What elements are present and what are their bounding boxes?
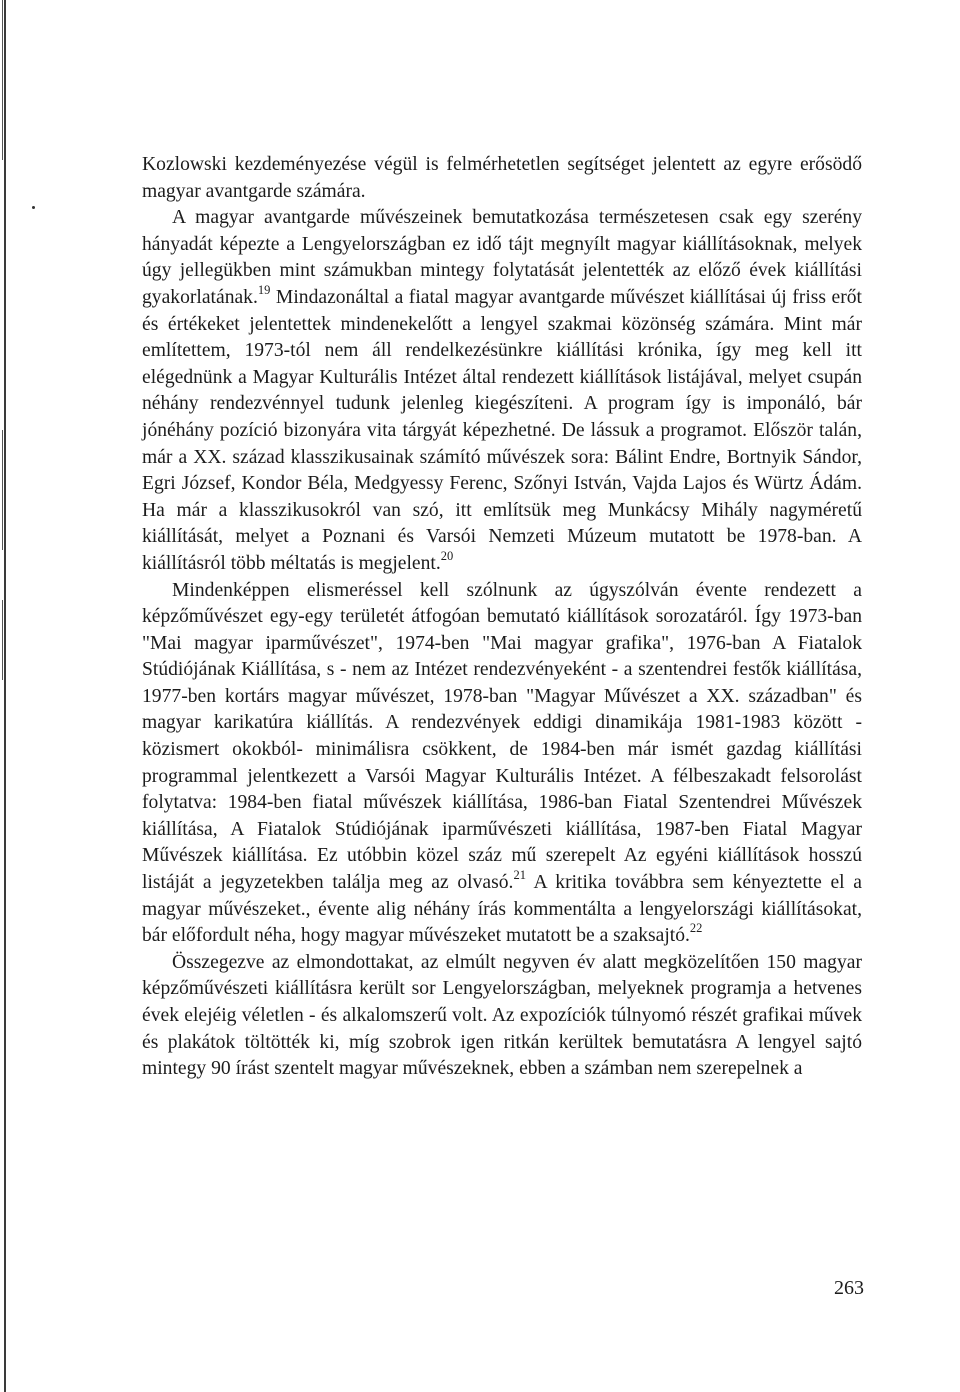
paragraph: [142, 152, 862, 205]
paragraph: [142, 578, 862, 950]
footnote-marker: 20: [440, 548, 454, 563]
footnote-marker: 22: [689, 921, 703, 936]
body-text: [142, 152, 862, 1083]
scan-edge-mark: [2, 600, 3, 680]
paragraph: [142, 205, 862, 577]
scan-speck: [32, 206, 35, 209]
page-number: 263: [834, 1277, 864, 1299]
paragraph-text: Összegezve az elmondottakat, az elmúlt negyven év alatt megközelítően 150 magyar képzőművészeti kiállításra került sor Lengyelországban, melyeknek programja a hetvenes évek elejéig véletlen - és alkalomszerű volt. Az expozíciók túlnyomó részét grafikai művek és plakátok töltötték ki, míg szobrok igen ritkán kerültek bemutatásra A lengyel sajtó mintegy 90 írást szentelt magyar művészeknek, ebben a számban nem szerepelnek a: [142, 951, 862, 1080]
paragraph: [142, 950, 862, 1083]
paragraph-text: Mindenképpen elismeréssel kell szólnunk az úgyszólván évente rendezett a képzőművészet egy-egy területét átfogóan bemutató kiállítások sorozatáról. Így 1973-ban "Mai magyar iparművészet", 1974-ben "Mai magyar grafika", 1976-ban A Fiatalok Stúdiójának Kiállítása, s - nem az Intézet rendezvényeként - a szentendrei festők kiállítása, 1977-ben kortárs magyar művészet, 1978-ban "Magyar Művészet a XX. században" és magyar karikatúra kiállítás. A rendezvények eddigi dinamikája 1981-1983 között - közismert okokból- minimálisra csökkent, de 1984-ben már ismét gazdag kiállítási programmal jelentkezett a Varsói Magyar Kulturális Intézet. A félbeszakadt felsorolást folytatva: 1984-ben fiatal művészek kiállítása, 1986-ban Fiatal Szentendrei Művészek kiállítása, A Fiatalok Stúdiójának iparművészeti kiállítása, 1987-ben Fiatal Magyar Művészek kiállítása. Ez utóbbin közel száz mű szerepelt Az egyéni kiállítások hosszú listáját a jegyzetekben találja meg az olvasó.: [142, 579, 862, 894]
footnote-marker: 21: [513, 868, 526, 883]
scan-edge-line: [4, 0, 6, 1392]
scan-edge-mark: [2, 430, 3, 550]
paragraph-text: A magyar avantgarde művészeinek bemutatkozása természetesen csak egy szerény hányadát képezte a Lengyelországban ez idő tájt megnyílt magyar kiállításoknak, melyek úgy jellegükben mint számukban mintegy folytatását jelentették az előző évek kiállítási gyakorlatának.: [142, 207, 862, 308]
paragraph-text: Mindazonáltal a fiatal magyar avantgarde művészet kiállításai új friss erőt és értékeket jelentettek mindenekelőtt a lengyel szakmai közönség számára. Mint már említettem, 1973-tól nem áll rendelkezésünkre kiállítási krónika, így meg kell itt elégednünk a Magyar Kulturális Intézet által rendezett kiállítások listájával, melyet csupán néhány rendezvénnyel tudunk jelenleg kiegészíteni. A program így is imponáló, bár jónéhány pozíció bizonyára vita tárgyát képezhetné. De lássuk a programot. Először talán, már a XX. század klasszikusainak számító művészek sora: Bálint Endre, Bortnyik Sándor, Egri József, Kondor Béla, Medgyessy Ferenc, Szőnyi István, Vajda Lajos és Würtz Ádám. Ha már a klasszikusokról van szó, itt említsük meg Munkácsy Mihály nagyméretű kiállítását, melyet a Poznani és Varsói Nemzeti Múzeum mutatott be 1978-ban. A kiállításról több méltatás is megjelent.: [142, 286, 862, 574]
paragraph-text: Kozlowski kezdeményezése végül is felmérhetetlen segítséget jelentett az egyre erősödő magyar avantgarde számára.: [142, 154, 862, 202]
footnote-marker: 19: [257, 282, 271, 297]
paragraph-text: A kritika továbbra sem kényeztette el a magyar művészeket., évente alig néhány írás kommentálta a lengyelországi kiállításokat, bár előfordult néha, hogy magyar művészeket mutatott be a szaksajtó.: [142, 872, 862, 947]
scan-edge-mark: [2, 0, 3, 160]
